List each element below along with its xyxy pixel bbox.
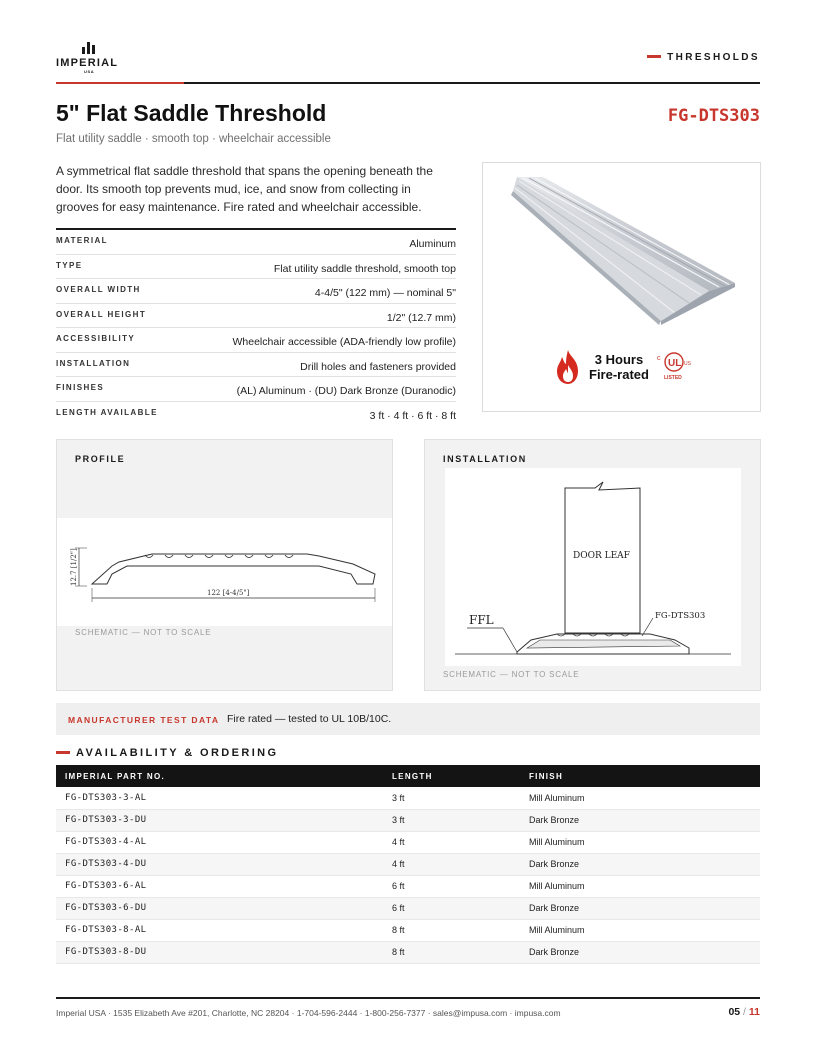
ordering-table	[56, 765, 760, 964]
profile-height-dim: 12.7 [1/2"]	[70, 548, 78, 586]
spec-row	[56, 328, 456, 353]
logo-bars-icon	[82, 42, 102, 54]
length-cell: 8 ft	[383, 919, 520, 941]
spec-label: FINISHES	[56, 383, 105, 392]
availability-title: AVAILABILITY & ORDERING	[76, 747, 279, 759]
ul-listed-text: LISTED	[664, 375, 682, 381]
threshold-render-icon	[483, 163, 760, 343]
length-cell: 3 ft	[383, 787, 520, 809]
installation-panel	[424, 439, 761, 691]
spec-row	[56, 402, 456, 427]
availability-dash-icon	[56, 751, 70, 754]
test-data-value: Fire rated — tested to UL 10B/10C.	[227, 713, 392, 725]
section-dash-icon	[647, 55, 661, 58]
profile-note: SCHEMATIC — NOT TO SCALE	[75, 628, 212, 637]
part-number-cell: FG-DTS303-4-DU	[56, 853, 383, 875]
spec-label: ACCESSIBILITY	[56, 334, 136, 343]
ul-listed-icon	[655, 349, 695, 383]
installation-drawing-icon	[445, 468, 741, 666]
part-number-cell: FG-DTS303-4-AL	[56, 831, 383, 853]
test-data-bar	[56, 703, 760, 735]
part-number-cell: FG-DTS303-8-DU	[56, 941, 383, 963]
spec-value: 3 ft · 4 ft · 6 ft · 8 ft	[369, 409, 456, 422]
spec-row	[56, 377, 456, 402]
profile-panel	[56, 439, 393, 691]
part-number-cell: FG-DTS303-8-AL	[56, 919, 383, 941]
spec-row	[56, 230, 456, 255]
length-cell: 6 ft	[383, 897, 520, 919]
part-code: FG-DTS303	[667, 106, 760, 126]
part-number-cell: FG-DTS303-3-DU	[56, 809, 383, 831]
installation-title: INSTALLATION	[443, 454, 527, 464]
spec-row	[56, 279, 456, 304]
ul-c-mark: c	[657, 355, 661, 362]
fire-rating-badge	[553, 349, 703, 389]
part-number-cell: FG-DTS303-3-AL	[56, 787, 383, 809]
table-row	[56, 787, 760, 809]
page-number	[728, 1006, 760, 1018]
length-cell: 8 ft	[383, 941, 520, 963]
page-total: 11	[748, 1006, 760, 1018]
logo-sub: USA	[84, 69, 95, 74]
section-label: THRESHOLDS	[667, 52, 760, 63]
table-row	[56, 919, 760, 941]
spec-label: MATERIAL	[56, 236, 108, 245]
spec-label: OVERALL WIDTH	[56, 285, 141, 294]
spec-label: TYPE	[56, 260, 83, 270]
profile-drawing-icon	[57, 518, 392, 626]
ul-us-mark: US	[684, 361, 691, 367]
section-tag	[647, 52, 760, 63]
column-header-finish: FINISH	[529, 771, 564, 781]
table-row	[56, 941, 760, 963]
fire-rating-line1: 3 Hours	[594, 352, 644, 367]
finish-cell: Mill Aluminum	[520, 919, 760, 941]
finish-cell: Dark Bronze	[520, 941, 760, 963]
finish-cell: Dark Bronze	[520, 897, 760, 919]
spec-value: 4-4/5" (122 mm) — nominal 5"	[314, 287, 456, 299]
spec-row	[56, 255, 456, 280]
finish-cell: Mill Aluminum	[520, 787, 760, 809]
fire-rating-line2: Fire-rated	[589, 367, 649, 382]
spec-value: Wheelchair accessible (ADA-friendly low profile)	[232, 336, 456, 348]
table-row	[56, 875, 760, 897]
spec-label: LENGTH AVAILABLE	[56, 407, 158, 417]
page-separator: /	[743, 1006, 746, 1018]
finish-cell: Mill Aluminum	[520, 875, 760, 897]
spec-value: Drill holes and fasteners provided	[300, 360, 456, 373]
part-number-cell: FG-DTS303-6-AL	[56, 875, 383, 897]
length-cell: 6 ft	[383, 875, 520, 897]
table-row	[56, 809, 760, 831]
length-cell: 4 ft	[383, 831, 520, 853]
flame-icon	[553, 349, 583, 385]
table-row	[56, 897, 760, 919]
table-header-row	[56, 765, 760, 787]
profile-title: PROFILE	[75, 454, 126, 464]
column-header-part: IMPERIAL PART NO.	[65, 771, 166, 781]
fire-rating-text	[589, 352, 649, 382]
length-cell: 4 ft	[383, 853, 520, 875]
spec-value: Aluminum	[409, 238, 456, 250]
footer-contact: Imperial USA · 1535 Elizabeth Ave #201, Charlotte, NC 28204 · 1-704-596-2444 · 1-800-256-7377 · sales@impusa.com · impusa.com	[56, 1008, 561, 1018]
profile-width-dim: 122 [4-4/5"]	[207, 589, 250, 597]
finish-cell: Dark Bronze	[520, 809, 760, 831]
spec-value: (AL) Aluminum · (DU) Dark Bronze (Duranodic)	[236, 385, 456, 397]
page-current: 05	[728, 1006, 741, 1018]
imperial-logo	[56, 42, 136, 72]
ffl-label: FFL	[469, 613, 494, 627]
logo-name: IMPERIAL	[56, 57, 119, 69]
spec-label: INSTALLATION	[56, 358, 131, 368]
spec-row	[56, 304, 456, 329]
installation-note: SCHEMATIC — NOT TO SCALE	[443, 670, 580, 679]
table-row	[56, 831, 760, 853]
test-data-label: MANUFACTURER TEST DATA	[68, 715, 220, 725]
spec-value: 1/2" (12.7 mm)	[386, 311, 456, 324]
page-title: 5" Flat Saddle Threshold	[56, 100, 327, 126]
footer-rule	[56, 997, 760, 999]
spec-table	[56, 228, 456, 426]
part-number-cell: FG-DTS303-6-DU	[56, 897, 383, 919]
door-leaf-label: DOOR LEAF	[573, 551, 630, 561]
spec-value: Flat utility saddle threshold, smooth top	[273, 262, 456, 275]
finish-cell: Mill Aluminum	[520, 831, 760, 853]
profile-drawing-area	[57, 518, 392, 626]
finish-cell: Dark Bronze	[520, 853, 760, 875]
ul-mark: UL	[668, 358, 682, 369]
availability-heading	[56, 747, 278, 759]
length-cell: 3 ft	[383, 809, 520, 831]
product-description: A symmetrical flat saddle threshold that spans the opening beneath the door. Its smooth top prevents mud, ice, and snow from collecting in grooves for easy maintenance. Fire rated and wheelchair accessible.	[56, 164, 433, 214]
installation-drawing-area	[445, 468, 741, 666]
spec-label: OVERALL HEIGHT	[56, 309, 147, 319]
spec-row	[56, 353, 456, 378]
page-subtitle: Flat utility saddle · smooth top · wheelchair accessible	[56, 133, 331, 145]
column-header-length: LENGTH	[392, 771, 433, 781]
table-row	[56, 853, 760, 875]
product-image	[482, 162, 761, 412]
header-rule-accent	[56, 82, 184, 84]
install-part-label: FG-DTS303	[655, 611, 706, 621]
page-header	[56, 40, 760, 84]
